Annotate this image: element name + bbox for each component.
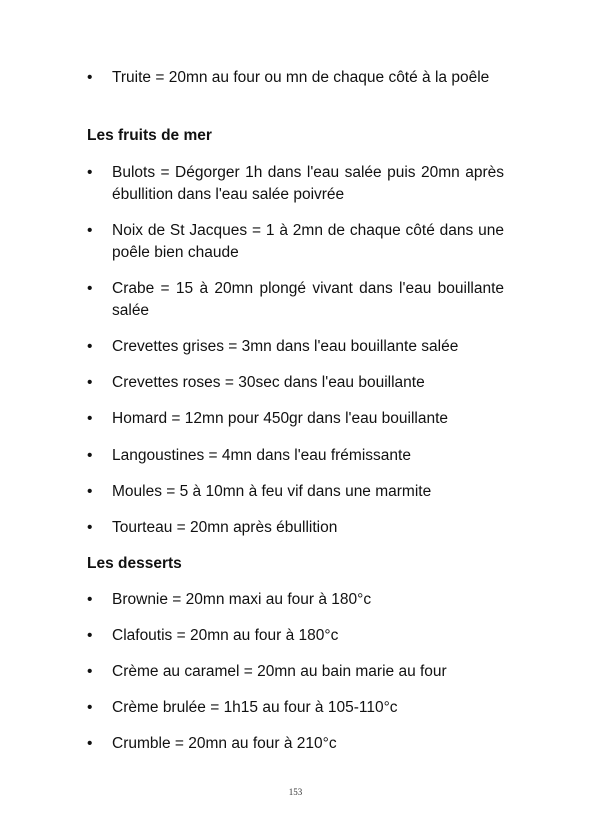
list-item bbox=[87, 625, 504, 647]
bullet: • bbox=[87, 735, 93, 752]
bullet: • bbox=[87, 663, 93, 680]
section-heading-desserts: Les desserts bbox=[87, 555, 182, 572]
list-item-text: Langoustines = 4mn dans l'eau frémissante bbox=[112, 447, 411, 464]
bullet: • bbox=[87, 410, 93, 427]
list-item-text: Truite = 20mn au four ou mn de chaque côté à la poêle bbox=[112, 69, 490, 86]
list-item bbox=[87, 589, 504, 611]
list-item bbox=[87, 220, 504, 264]
bullet: • bbox=[87, 69, 93, 86]
bullet: • bbox=[87, 280, 93, 297]
list-item bbox=[87, 661, 504, 683]
list-item bbox=[87, 408, 504, 430]
bullet: • bbox=[87, 164, 93, 181]
list-item bbox=[87, 372, 504, 394]
bullet: • bbox=[87, 222, 93, 239]
list-item-text: Homard = 12mn pour 450gr dans l'eau bouillante bbox=[112, 410, 448, 427]
bullet: • bbox=[87, 374, 93, 391]
list-item bbox=[87, 481, 504, 503]
list-item-text: Bulots = Dégorger 1h dans l'eau salée puis 20mn après ébullition dans l'eau salée poivrée bbox=[112, 164, 504, 203]
bullet: • bbox=[87, 447, 93, 464]
list-item bbox=[87, 517, 504, 539]
list-item-text: Crevettes grises = 3mn dans l'eau bouillante salée bbox=[112, 338, 459, 355]
list-item bbox=[87, 67, 504, 89]
list-item bbox=[87, 336, 504, 358]
list-item bbox=[87, 445, 504, 467]
list-item-text: Moules = 5 à 10mn à feu vif dans une marmite bbox=[112, 483, 432, 500]
bullet: • bbox=[87, 591, 93, 608]
list-item-text: Brownie = 20mn maxi au four à 180°c bbox=[112, 591, 372, 608]
bullet: • bbox=[87, 483, 93, 500]
list-item bbox=[87, 697, 504, 719]
list-item-text: Tourteau = 20mn après ébullition bbox=[112, 519, 338, 536]
list-item-text: Crème au caramel = 20mn au bain marie au four bbox=[112, 663, 447, 680]
bullet: • bbox=[87, 338, 93, 355]
section-heading-seafood: Les fruits de mer bbox=[87, 127, 212, 144]
page-number: 153 bbox=[288, 787, 303, 797]
list-item-text: Crevettes roses = 30sec dans l'eau bouillante bbox=[112, 374, 425, 391]
list-item-text: Crabe = 15 à 20mn plongé vivant dans l'eau bouillante salée bbox=[112, 280, 504, 319]
bullet: • bbox=[87, 699, 93, 716]
list-item bbox=[87, 733, 504, 755]
list-item-text: Crumble = 20mn au four à 210°c bbox=[112, 735, 337, 752]
list-item bbox=[87, 278, 504, 322]
bullet: • bbox=[87, 519, 93, 536]
bullet: • bbox=[87, 627, 93, 644]
list-item-text: Noix de St Jacques = 1 à 2mn de chaque côté dans une poêle bien chaude bbox=[112, 222, 504, 261]
list-item-text: Clafoutis = 20mn au four à 180°c bbox=[112, 627, 339, 644]
list-item-text: Crème brulée = 1h15 au four à 105-110°c bbox=[112, 699, 398, 716]
list-item bbox=[87, 162, 504, 206]
